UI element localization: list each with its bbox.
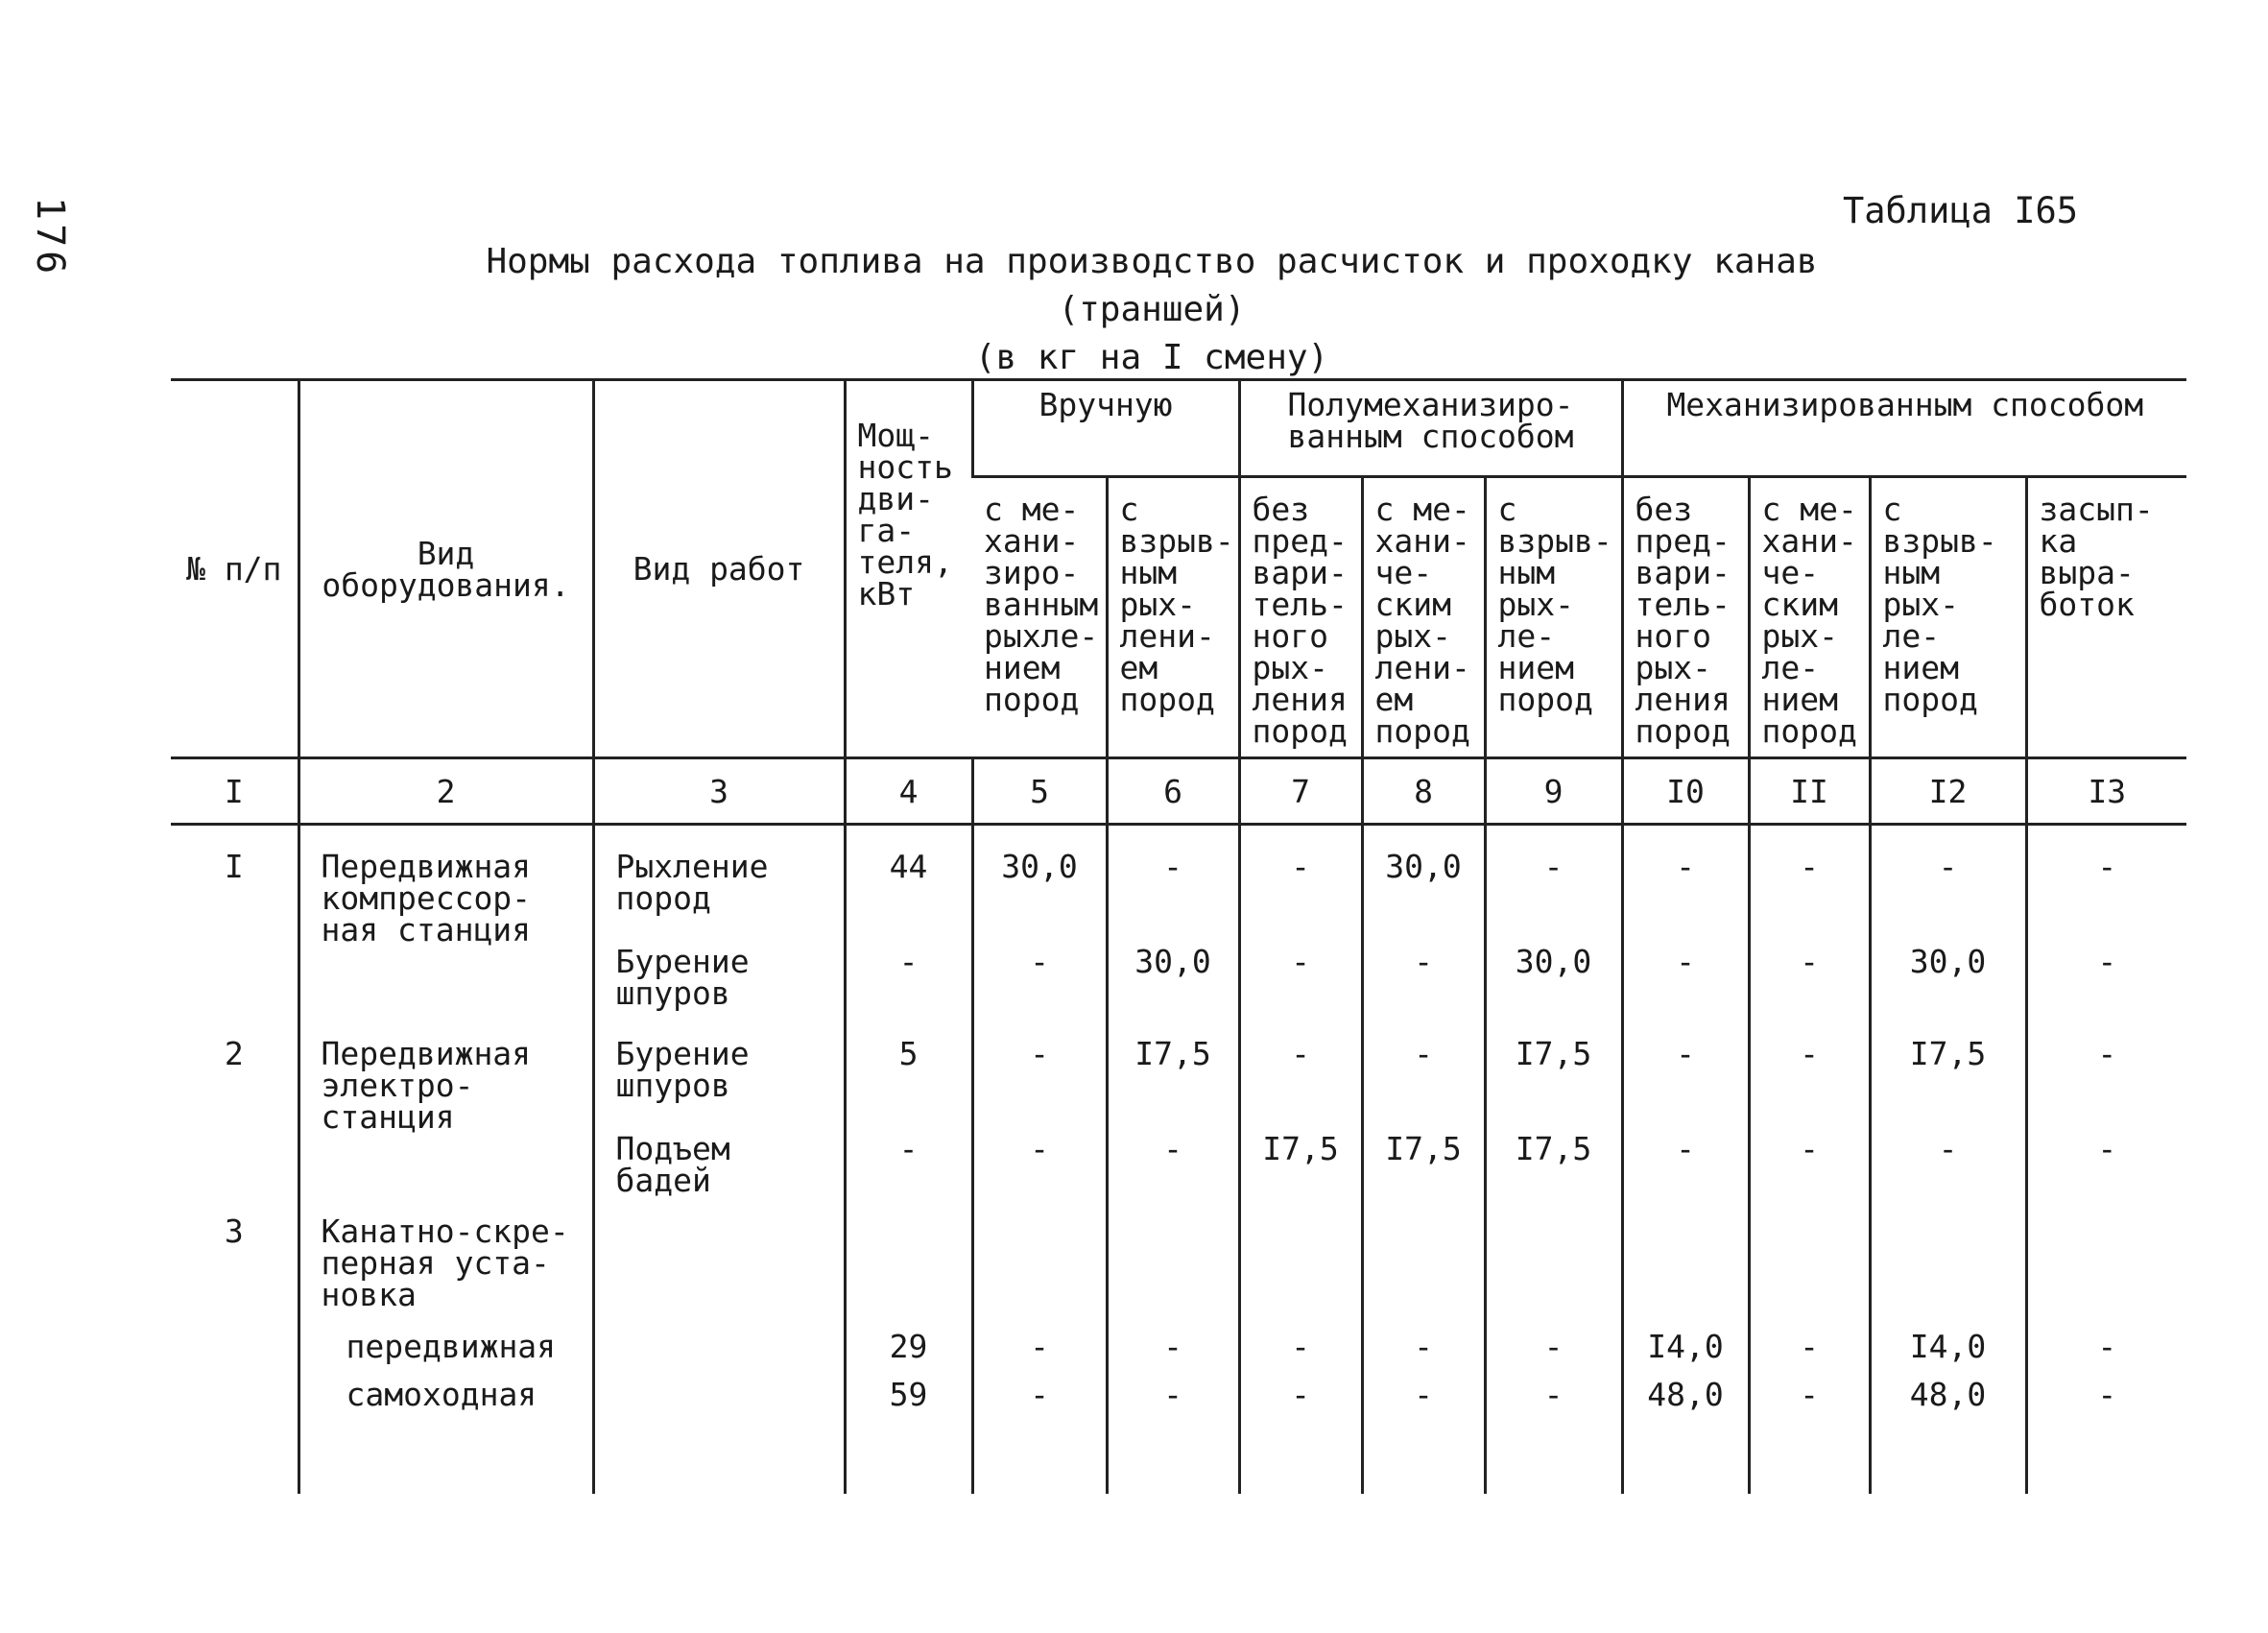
table-row xyxy=(171,825,2186,947)
fuel-norm-value: 48,0 xyxy=(1870,1379,2026,1427)
spacer-cell xyxy=(1622,1427,1749,1494)
engine-power: 44 xyxy=(845,825,972,947)
fuel-norm-value: - xyxy=(1485,825,1622,947)
title-line-2: (в кг на I смену) xyxy=(974,338,1329,377)
fuel-norm-value: 48,0 xyxy=(1622,1379,1749,1427)
col-num: I2 xyxy=(1870,758,2026,825)
fuel-norm-value: - xyxy=(1362,1379,1485,1427)
col-num: 9 xyxy=(1485,758,1622,825)
fuel-norm-value: - xyxy=(2026,1133,2186,1215)
fuel-norm-value: - xyxy=(972,946,1107,1038)
header-sub-11: с ме- хани- че- ским рых- ле- нием пород xyxy=(1749,477,1870,758)
fuel-norm-value: 30,0 xyxy=(1107,946,1239,1038)
col-num: 5 xyxy=(972,758,1107,825)
fuel-norm-value: - xyxy=(1622,1038,1749,1133)
fuel-norm-value: I7,5 xyxy=(1485,1133,1622,1215)
fuel-norm-value: - xyxy=(1749,946,1870,1038)
equipment-type: Канатно-скре- перная уста- новка xyxy=(298,1215,593,1331)
header-num: № п/п xyxy=(171,380,298,758)
fuel-norm-value: 30,0 xyxy=(1362,825,1485,947)
fuel-norm-value: - xyxy=(1362,946,1485,1038)
spacer-cell xyxy=(972,1427,1107,1494)
fuel-norm-value: - xyxy=(1870,825,2026,947)
fuel-norm-value: - xyxy=(1239,1331,1362,1379)
equipment-type xyxy=(298,1133,593,1215)
equipment-type: Передвижная компрессор- ная станция xyxy=(298,825,593,947)
fuel-norm-value: I7,5 xyxy=(1870,1038,2026,1133)
header-equipment: Вид оборудования. xyxy=(298,380,593,758)
fuel-norm-value: - xyxy=(2026,1331,2186,1379)
work-type: Бурение шпуров xyxy=(593,1038,845,1133)
row-number xyxy=(171,946,298,1038)
col-num: I3 xyxy=(2026,758,2186,825)
fuel-norm-value: - xyxy=(1107,1379,1239,1427)
work-type xyxy=(593,1215,845,1331)
header-sub-10: без пред- вари- тель- ного рых- ления пород xyxy=(1622,477,1749,758)
header-group-mech: Механизированным способом xyxy=(1622,380,2186,477)
spacer-cell xyxy=(1749,1427,1870,1494)
fuel-norm-value: I4,0 xyxy=(1622,1331,1749,1379)
table-row xyxy=(171,1331,2186,1379)
header-sub-13: засып- ка выра- боток xyxy=(2026,477,2186,758)
fuel-norm-value: - xyxy=(972,1331,1107,1379)
col-num: I0 xyxy=(1622,758,1749,825)
header-group-manual: Вручную xyxy=(972,380,1239,477)
table-label: Таблица I65 xyxy=(1843,190,2079,231)
spacer-cell xyxy=(1239,1427,1362,1494)
fuel-norm-value xyxy=(2026,1215,2186,1331)
engine-power: 5 xyxy=(845,1038,972,1133)
table-row xyxy=(171,946,2186,1038)
fuel-norm-value: - xyxy=(1239,825,1362,947)
fuel-norm-value xyxy=(1107,1215,1239,1331)
fuel-norm-value: - xyxy=(972,1038,1107,1133)
fuel-norm-value xyxy=(1485,1215,1622,1331)
fuel-norm-value xyxy=(1870,1215,2026,1331)
fuel-norm-value: - xyxy=(2026,1379,2186,1427)
equipment-type xyxy=(298,946,593,1038)
row-number xyxy=(171,1331,298,1379)
page-number: 176 xyxy=(28,197,72,278)
work-type: Бурение шпуров xyxy=(593,946,845,1038)
fuel-norm-value: - xyxy=(1749,1038,1870,1133)
fuel-norm-value: - xyxy=(1239,1038,1362,1133)
fuel-norm-value: - xyxy=(972,1379,1107,1427)
fuel-norms-table xyxy=(171,378,2186,1494)
header-sub-9: с взрыв- ным рых- ле- нием пород xyxy=(1485,477,1622,758)
col-num: 8 xyxy=(1362,758,1485,825)
col-num: II xyxy=(1749,758,1870,825)
fuel-norm-value: I7,5 xyxy=(1107,1038,1239,1133)
engine-power xyxy=(845,1215,972,1331)
row-number: 3 xyxy=(224,1213,244,1250)
fuel-norm-value xyxy=(972,1215,1107,1331)
fuel-norm-value: - xyxy=(1107,1133,1239,1215)
fuel-norm-value: - xyxy=(1622,1133,1749,1215)
fuel-norm-value: I4,0 xyxy=(1870,1331,2026,1379)
fuel-norm-value: - xyxy=(1362,1331,1485,1379)
equipment-type: Передвижная электро- станция xyxy=(298,1038,593,1133)
spacer-cell xyxy=(298,1427,593,1494)
fuel-norm-value: 30,0 xyxy=(1485,946,1622,1038)
fuel-norm-value xyxy=(1749,1215,1870,1331)
fuel-norm-value: - xyxy=(1107,1331,1239,1379)
spacer-cell xyxy=(593,1427,845,1494)
col-num: 7 xyxy=(1239,758,1362,825)
header-sub-6: с взрыв- ным рых- лени- ем пород xyxy=(1107,477,1239,758)
fuel-norm-value: - xyxy=(2026,1038,2186,1133)
row-number xyxy=(171,1133,298,1215)
table-title xyxy=(422,238,1881,382)
fuel-norm-value: - xyxy=(1362,1038,1485,1133)
fuel-norm-value: - xyxy=(2026,946,2186,1038)
fuel-norm-value xyxy=(1362,1215,1485,1331)
col-num: 2 xyxy=(298,758,593,825)
row-number xyxy=(171,1379,298,1427)
table-row xyxy=(171,1038,2186,1133)
col-num: 6 xyxy=(1107,758,1239,825)
equipment-type: самоходная xyxy=(298,1379,593,1427)
fuel-norm-value: - xyxy=(1622,825,1749,947)
row-number: I xyxy=(224,848,244,885)
spacer-cell xyxy=(1870,1427,2026,1494)
fuel-norm-value: - xyxy=(1870,1133,2026,1215)
table-spacer-row xyxy=(171,1427,2186,1494)
spacer-cell xyxy=(1107,1427,1239,1494)
col-num: 4 xyxy=(845,758,972,825)
fuel-norm-value: I7,5 xyxy=(1485,1038,1622,1133)
fuel-norm-value: - xyxy=(1622,946,1749,1038)
work-type xyxy=(593,1331,845,1379)
header-sub-12: с взрыв- ным рых- ле- нием пород xyxy=(1870,477,2026,758)
work-type: Подъем бадей xyxy=(593,1133,845,1215)
fuel-norm-value: I7,5 xyxy=(1239,1133,1362,1215)
engine-power: - xyxy=(845,946,972,1038)
work-type: Рыхление пород xyxy=(593,825,845,947)
fuel-norm-value: - xyxy=(1485,1331,1622,1379)
fuel-norm-value: - xyxy=(1749,1331,1870,1379)
col-num: 3 xyxy=(593,758,845,825)
spacer-cell xyxy=(845,1427,972,1494)
fuel-norm-value: 30,0 xyxy=(1870,946,2026,1038)
spacer-cell xyxy=(1362,1427,1485,1494)
engine-power: - xyxy=(845,1133,972,1215)
col-num: I xyxy=(171,758,298,825)
fuel-norm-value xyxy=(1239,1215,1362,1331)
column-numbers-row xyxy=(171,758,2186,825)
fuel-norm-value: - xyxy=(2026,825,2186,947)
header-group-semi: Полумеханизиро- ванным способом xyxy=(1239,380,1622,477)
header-power: Мощ- ность дви- га- теля, кВт xyxy=(845,380,972,758)
header-work: Вид работ xyxy=(593,380,845,758)
engine-power: 59 xyxy=(845,1379,972,1427)
work-type xyxy=(593,1379,845,1427)
header-sub-8: с ме- хани- че- ским рых- лени- ем пород xyxy=(1362,477,1485,758)
fuel-norm-value: - xyxy=(1485,1379,1622,1427)
table-row xyxy=(171,1215,2186,1331)
fuel-norm-value: - xyxy=(1239,1379,1362,1427)
fuel-norm-value: - xyxy=(972,1133,1107,1215)
fuel-norm-value: - xyxy=(1749,1133,1870,1215)
header-sub-5: с ме- хани- зиро- ванным рыхле- нием пород xyxy=(984,491,1099,718)
fuel-norm-value: I7,5 xyxy=(1362,1133,1485,1215)
table-row xyxy=(171,1379,2186,1427)
spacer-cell xyxy=(1485,1427,1622,1494)
fuel-norm-value: - xyxy=(1749,1379,1870,1427)
title-line-1: Нормы расхода топлива на производство расчисток и проходку канав (траншей) xyxy=(486,242,1818,329)
table-body xyxy=(171,825,2186,1495)
fuel-norm-value: - xyxy=(1107,825,1239,947)
spacer-cell xyxy=(171,1427,298,1494)
table-row xyxy=(171,1133,2186,1215)
engine-power: 29 xyxy=(845,1331,972,1379)
header-sub-7: без пред- вари- тель- ного рых- ления пород xyxy=(1239,477,1362,758)
fuel-norm-value: - xyxy=(1239,946,1362,1038)
fuel-norm-value: - xyxy=(1749,825,1870,947)
equipment-type: передвижная xyxy=(298,1331,593,1379)
fuel-norm-value: 30,0 xyxy=(972,825,1107,947)
row-number: 2 xyxy=(224,1035,244,1072)
spacer-cell xyxy=(2026,1427,2186,1494)
fuel-norm-value xyxy=(1622,1215,1749,1331)
